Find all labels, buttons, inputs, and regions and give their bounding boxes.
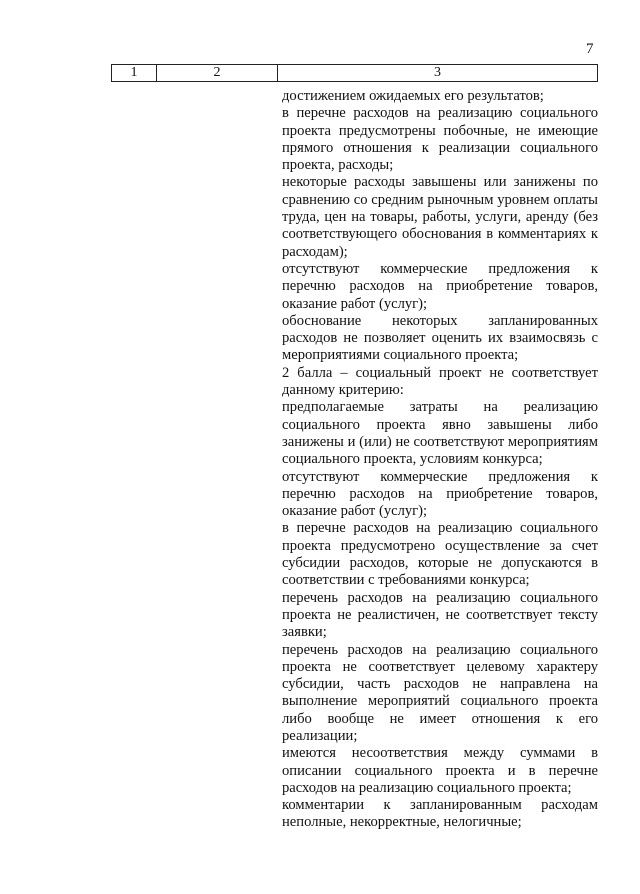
table-column-header-row bbox=[111, 64, 598, 82]
criteria-item: предполагаемые затраты на реализацию социального проекта явно завышены либо занижены и (или) не соответствуют мероприятиям социального проекта, условиям конкурса; bbox=[282, 399, 598, 468]
criteria-score-heading: 2 балла – социальный проект не соответствует данному критерию: bbox=[282, 364, 598, 399]
criteria-item: некоторые расходы завышены или занижены по сравнению со средним рыночным уровнем оплаты труда, цен на товары, работы, услуги, аренду (без соответствующего обоснования в комментариях к расходам); bbox=[282, 174, 598, 260]
column-header-3: 3 bbox=[434, 65, 441, 80]
criteria-item: отсутствуют коммерческие предложения к перечню расходов на приобретение товаров, оказание работ (услуг); bbox=[282, 260, 598, 312]
criteria-item: комментарии к запланированным расходам неполные, некорректные, нелогичные; bbox=[282, 797, 598, 831]
column-header-1: 1 bbox=[112, 65, 157, 81]
criteria-text-column bbox=[282, 88, 598, 832]
criteria-item: в перечне расходов на реализацию социального проекта предусмотрены побочные, не имеющие прямого отношения к реализации социального проекта, расходы; bbox=[282, 105, 598, 174]
criteria-item: обоснование некоторых запланированных расходов не позволяет оценить их взаимосвязь с мероприятиями социального проекта; bbox=[282, 312, 598, 364]
criteria-item: перечень расходов на реализацию социального проекта не соответствует целевому характеру субсидии, часть расходов не направлена на выполнение мероприятий социального проекта либо вообще не имеет отношения к его реализации; bbox=[282, 641, 598, 744]
column-header-2: 2 bbox=[157, 65, 278, 81]
criteria-item: отсутствуют коммерческие предложения к перечню расходов на приобретение товаров, оказание работ (услуг); bbox=[282, 468, 598, 520]
page-number: 7 bbox=[586, 41, 594, 57]
criteria-item: достижением ожидаемых его результатов; bbox=[282, 88, 544, 104]
criteria-item: перечень расходов на реализацию социального проекта не реалистичен, не соответствует тексту заявки; bbox=[282, 589, 598, 641]
criteria-item: имеются несоответствия между суммами в описании социального проекта и в перечне расходов на реализацию социального проекта; bbox=[282, 745, 598, 796]
criteria-item: в перечне расходов на реализацию социального проекта предусмотрено осуществление за счет субсидии расходов, которые не допускаются в соответствии с требованиями конкурса; bbox=[282, 520, 598, 589]
